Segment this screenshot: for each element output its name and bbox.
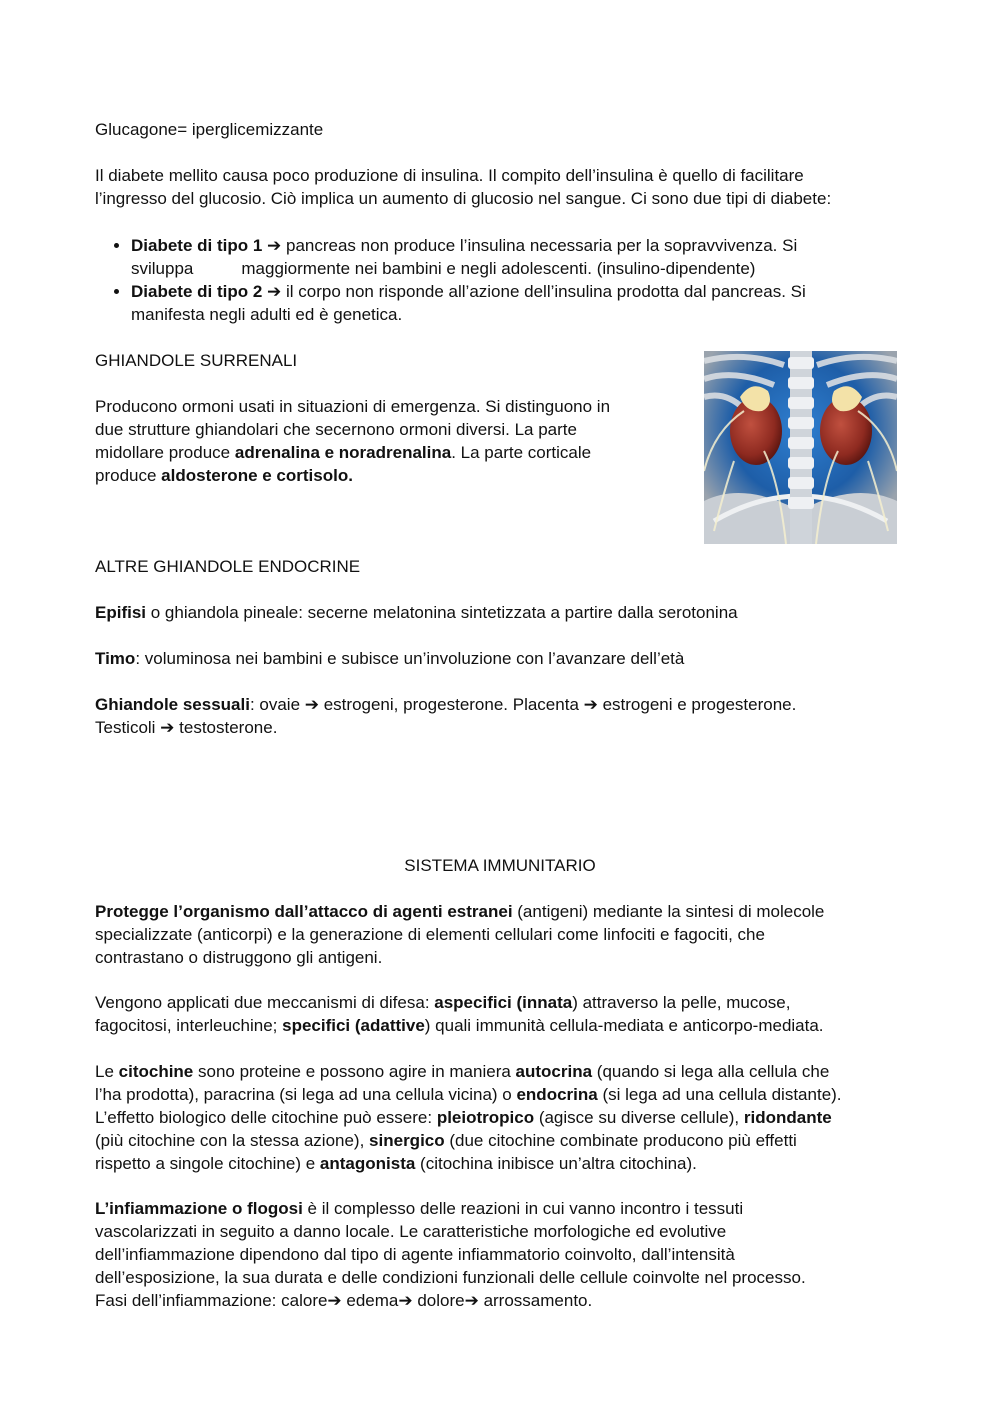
infiammazione-term: L’infiammazione o flogosi bbox=[95, 1199, 303, 1218]
pleiotropico-term: pleiotropico bbox=[436, 1108, 535, 1127]
immunitario-line: Fasi dell’infiammazione: calore➔ edema➔ dolore➔ arrossamento. bbox=[95, 1291, 593, 1310]
glucagone-line: Glucagone= iperglicemizzante bbox=[95, 120, 324, 139]
immunitario-line: contrastano o distruggono gli antigeni. bbox=[95, 948, 383, 967]
diabete-tipo2-text: ➔ il corpo non risponde all’azione dell’insulina prodotta dal pancreas. Si bbox=[262, 282, 806, 301]
surrenali-heading: GHIANDOLE SURRENALI bbox=[95, 351, 298, 370]
surrenali-paragraph bbox=[95, 395, 675, 487]
diabete-tipo2-term: Diabete di tipo 2 bbox=[131, 282, 263, 301]
diabete-intro bbox=[95, 164, 905, 210]
sessuali-line: Testicoli ➔ testosterone. bbox=[95, 718, 278, 737]
adrenalina-term: adrenalina e noradrenalina bbox=[234, 443, 452, 462]
epifisi-line: Epifisi o ghiandola pineale: secerne melatonina sintetizzata a partire dalla serotonina bbox=[95, 603, 738, 622]
ridondante-term: ridondante bbox=[743, 1108, 832, 1127]
sinergico-term: sinergico bbox=[369, 1131, 445, 1150]
surrenali-line: due strutture ghiandolari che secernono ormoni diversi. La parte bbox=[95, 420, 577, 439]
sessuali-term: Ghiandole sessuali bbox=[95, 695, 250, 714]
adrenal-glands-illustration bbox=[704, 351, 897, 544]
diabete-intro-line: l’ingresso del glucosio. Ciò implica un aumento di glucosio nel sangue. Ci sono due tipi di diabete: bbox=[95, 189, 832, 208]
timo-line: Timo: voluminosa nei bambini e subisce un’involuzione con l’avanzare dell’età bbox=[95, 649, 685, 668]
surrenali-line: produce aldosterone e cortisolo. bbox=[95, 466, 353, 485]
diabete-tipo1-text: maggiormente nei bambini e negli adolescenti. (insulino-dipendente) bbox=[241, 259, 756, 278]
epifisi-term: Epifisi bbox=[95, 603, 147, 622]
timo-term: Timo bbox=[95, 649, 136, 668]
immunitario-p2: Vengono applicati due meccanismi di difesa: aspecifici (innata) attraverso la pelle, mucose, fagocitosi, interleuchine; specifici (adattive) quali immunità cellula-mediata e anticorpo-mediata. bbox=[95, 993, 824, 1035]
diabete-tipo1-text: sviluppa bbox=[131, 259, 194, 278]
surrenali-line: Producono ormoni usati in situazioni di emergenza. Si distinguono in bbox=[95, 397, 611, 416]
immunitario-line: dell’esposizione, la sua durata e delle condizioni funzionali delle cellule coinvolte nel processo. bbox=[95, 1268, 806, 1287]
aldosterone-term: aldosterone e cortisolo. bbox=[161, 466, 353, 485]
list-item bbox=[131, 234, 941, 280]
immunitario-line: specializzate (anticorpi) e la generazione di elementi cellulari come linfociti e fagociti, che bbox=[95, 925, 765, 944]
endocrina-term: endocrina bbox=[516, 1085, 598, 1104]
protegge-term: Protegge l’organismo dall’attacco di agenti estranei bbox=[95, 902, 513, 921]
citochine-term: citochine bbox=[118, 1062, 194, 1081]
diabete-list bbox=[95, 234, 941, 326]
diabete-tipo2-text: manifesta negli adulti ed è genetica. bbox=[131, 305, 403, 324]
surrenali-line: midollare produce adrenalina e noradrenalina. La parte corticale bbox=[95, 443, 592, 462]
immunitario-line: dell’infiammazione dipendono dal tipo di agente infiammatorio coinvolto, dall’intensità bbox=[95, 1245, 735, 1264]
specifici-term: specifici (adattive bbox=[282, 1016, 425, 1035]
immunitario-p1: Protegge l’organismo dall’attacco di agenti estranei (antigeni) mediante la sintesi di molecole specializzate (anticorpi) e la generazione di elementi cellulari come linfociti e fagociti, che contrastano o distruggono gli antigeni. bbox=[95, 900, 905, 969]
immunitario-p4: L’infiammazione o flogosi è il complesso delle reazioni in cui vanno incontro i tessuti vascolarizzati in seguito a danno locale. Le caratteristiche morfologiche ed evolutive dell’infiammazione dipendono dal tipo di agente infiammatorio coinvolto, dall’intensità dell’esposizione, la sua durata e delle condizioni funzionali delle cellule coinvolte nel processo. Fasi dell’infiammazione: calore➔ edema➔ dolore➔ arrossamento. bbox=[95, 1197, 905, 1312]
immunitario-heading: SISTEMA IMMUNITARIO bbox=[404, 856, 596, 875]
immunitario-line: vascolarizzati in seguito a danno locale. Le caratteristiche morfologiche ed evolutive bbox=[95, 1222, 727, 1241]
sessuali-paragraph: Ghiandole sessuali: ovaie ➔ estrogeni, progesterone. Placenta ➔ estrogeni e progesterone. Testicoli ➔ testosterone. bbox=[95, 693, 905, 739]
immunitario-p3: Le citochine sono proteine e possono agire in maniera autocrina (quando si lega alla cellula che l’ha prodotta), paracrina (si lega ad una cellula vicina) o endocrina (si lega ad una cellula distante). L’effetto biologico delle citochine può essere: pleiotropico (agisce su diverse cellule), ridondante (più citochine con la stessa azione), sinergico (due citochine combinate producono più effetti rispetto a singole citochine) e antagonista (citochina inibisce un’altra citochina). bbox=[95, 1062, 842, 1173]
diabete-intro-line: Il diabete mellito causa poco produzione di insulina. Il compito dell’insulina è quello di facilitare bbox=[95, 166, 804, 185]
diabete-tipo1-term: Diabete di tipo 1 bbox=[131, 236, 263, 255]
kidney-image bbox=[704, 351, 897, 544]
list-item bbox=[131, 280, 941, 326]
aspecifici-term: aspecifici (innata bbox=[434, 993, 573, 1012]
altre-heading: ALTRE GHIANDOLE ENDOCRINE bbox=[95, 557, 361, 576]
antagonista-term: antagonista bbox=[319, 1154, 416, 1173]
autocrina-term: autocrina bbox=[515, 1062, 593, 1081]
diabete-tipo1-text: ➔ pancreas non produce l’insulina necessaria per la sopravvivenza. Si bbox=[262, 236, 798, 255]
